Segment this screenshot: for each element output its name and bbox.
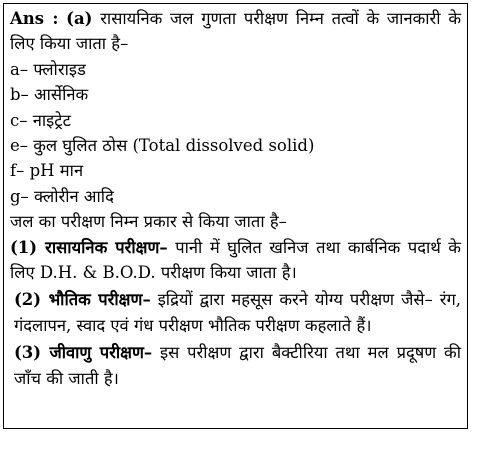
answer-box bbox=[3, 3, 468, 429]
answer-label: Ans : bbox=[10, 9, 59, 28]
answer-intro-text: रासायनिक जल गुणता परीक्षण निम्न तत्वों के जानकारी bbox=[100, 9, 441, 28]
list-item: e– कुल घुलित ठोस (Total dissolved solid) bbox=[10, 136, 315, 156]
list-item: b– आर्सेनिक bbox=[10, 85, 89, 105]
list-item: c– नाइट्रेट bbox=[10, 110, 71, 130]
test-chemical bbox=[10, 235, 461, 286]
test-intro: जल का परीक्षण निम्न प्रकार से किया जाता है– bbox=[10, 212, 287, 232]
list-item: a– फ्लोराइड bbox=[10, 59, 86, 79]
list-item: f– pH मान bbox=[10, 161, 84, 181]
answer-intro bbox=[10, 6, 461, 57]
test-text: पानी में घुलित खनिज तथा कार्बनिक पदार्थ के लिए D.H. & B.O.D. परीक्षण किया जाता है। bbox=[10, 237, 461, 283]
test-heading: (1) रासायनिक परीक्षण– bbox=[10, 237, 168, 257]
test-physical bbox=[10, 287, 461, 338]
test-text: इद्रियों द्वारा महसूस करने योग्य परीक्षण जैसे– रंग, गंदलापन, स्वाद एवं गंध परीक्षण भौतिक परीक्षण कहलाते हैं। bbox=[14, 290, 461, 335]
answer-intro-text-cont: के लिए किया जाता है– bbox=[10, 9, 461, 54]
answer-part: (a) bbox=[66, 9, 93, 28]
test-biological bbox=[10, 340, 461, 391]
list-item: g– क्लोरीन आदि bbox=[10, 186, 114, 206]
test-heading: (3) जीवाणु परीक्षण– bbox=[14, 343, 153, 363]
test-text: इस परीक्षण द्वारा बैक्टीरिया तथा मल प्रदूषण की जाँच की जाती है। bbox=[14, 343, 461, 388]
test-heading: (2) भौतिक परीक्षण– bbox=[14, 290, 151, 310]
